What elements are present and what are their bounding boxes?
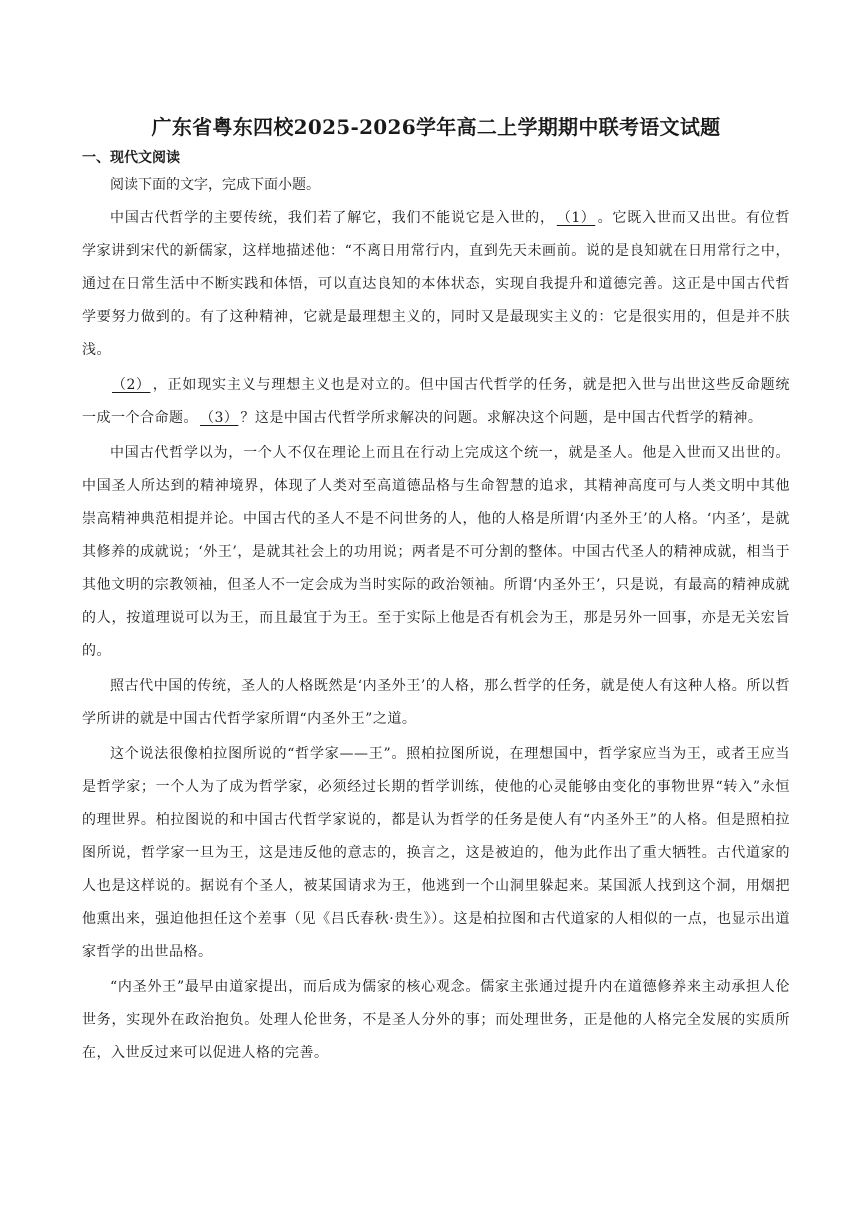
blank-2: （2）	[112, 377, 151, 393]
paragraph-1-text-b: 。它既入世而又出世。有位哲学家讲到宋代的新儒家，这样地描述他：“不离日用常行内，直到先天未画前。说的是良知就在日用常行之中，通过在日常生活中不断实践和体悟，可以直达良知的本体状态，实现自我提升和道德完善。这正是中国古代哲学要努力做到的。有了这种精神，它就是最理想主义的，同时又是最现实主义的：它是很实用的，但是并不肤浅。	[82, 210, 791, 358]
paragraph-4: 照古代中国的传统，圣人的人格既然是‘内圣外王’的人格，那么哲学的任务，就是使人有这种人格。所以哲学所讲的就是中国古代哲学家所谓“内圣外王”之道。	[82, 678, 790, 727]
paragraph-2-text-b: ？这是中国古代哲学所求解决的问题。求解决这个问题，是中国古代哲学的精神。	[240, 410, 763, 426]
paragraph-1	[82, 202, 790, 367]
paragraph-6: “内圣外王”最早由道家提出，而后成为儒家的核心观念。儒家主张通过提升内在道德修养来主动承担人伦世务，实现外在政治抱负。处理人伦世务，不是圣人分外的事；而处理世务，正是他的人格完全发展的实质所在，入世反过来可以促进人格的完善。	[82, 979, 790, 1061]
section-heading: 一、现代文阅读	[82, 150, 180, 166]
blank-1: （1）	[556, 210, 596, 226]
paragraph-3: 中国古代哲学以为，一个人不仅在理论上而且在行动上完成这个统一，就是圣人。他是入世而又出世的。中国圣人所达到的精神境界，体现了人类对至高道德品格与生命智慧的追求，其精神高度可与人类文明中其他崇高精神典范相提并论。中国古代的圣人不是不问世务的人，他的人格是所谓‘内圣外王’的人格。‘内圣’，是就其修养的成就说；‘外王’，是就其社会上的功用说；两者是不可分割的整体。中国古代圣人的精神成就，相当于其他文明的宗教领袖，但圣人不一定会成为当时实际的政治领袖。所谓‘内圣外王’，只是说，有最高的精神成就的人，按道理说可以为王，而且最宜于为王。至于实际上他是否有机会为王，那是另外一回事，亦是无关宏旨的。	[82, 445, 790, 659]
paragraph-2	[82, 369, 790, 435]
paragraph-5: 这个说法很像柏拉图所说的“哲学家——王”。照柏拉图所说，在理想国中，哲学家应当为王，或者王应当是哲学家；一个人为了成为哲学家，必须经过长期的哲学训练，使他的心灵能够由变化的事物世界“转入”永恒的理世界。柏拉图说的和中国古代哲学家说的，都是认为哲学的任务是使人有“内圣外王”的人格。但是照柏拉图所说，哲学家一旦为王，这是违反他的意志的，换言之，这是被迫的，他为此作出了重大牺牲。古代道家的人也是这样说的。据说有个圣人，被某国请求为王，他逃到一个山洞里躲起来。某国派人找到这个洞，用烟把他熏出来，强迫他担任这个差事（见《吕氏春秋·贵生》）。这是柏拉图和古代道家的人相似的一点，也显示出道家哲学的出世品格。	[82, 746, 790, 960]
paragraph-1-text-a: 中国古代哲学的主要传统，我们若了解它，我们不能说它是入世的，	[110, 210, 555, 226]
paragraph-2-text-a: ，正如现实主义与理想主义也是对立的。但中国古代哲学的任务，就是把入世与出世这些反命题统一成一个合命题。	[82, 377, 790, 426]
document-title: 广东省粤东四校2025-2026学年高二上学期期中联考语文试题	[151, 115, 721, 139]
document-page	[82, 112, 790, 1070]
blank-3: （3）	[200, 410, 239, 426]
reading-instruction: 阅读下面的文字，完成下面小题。	[110, 177, 320, 193]
